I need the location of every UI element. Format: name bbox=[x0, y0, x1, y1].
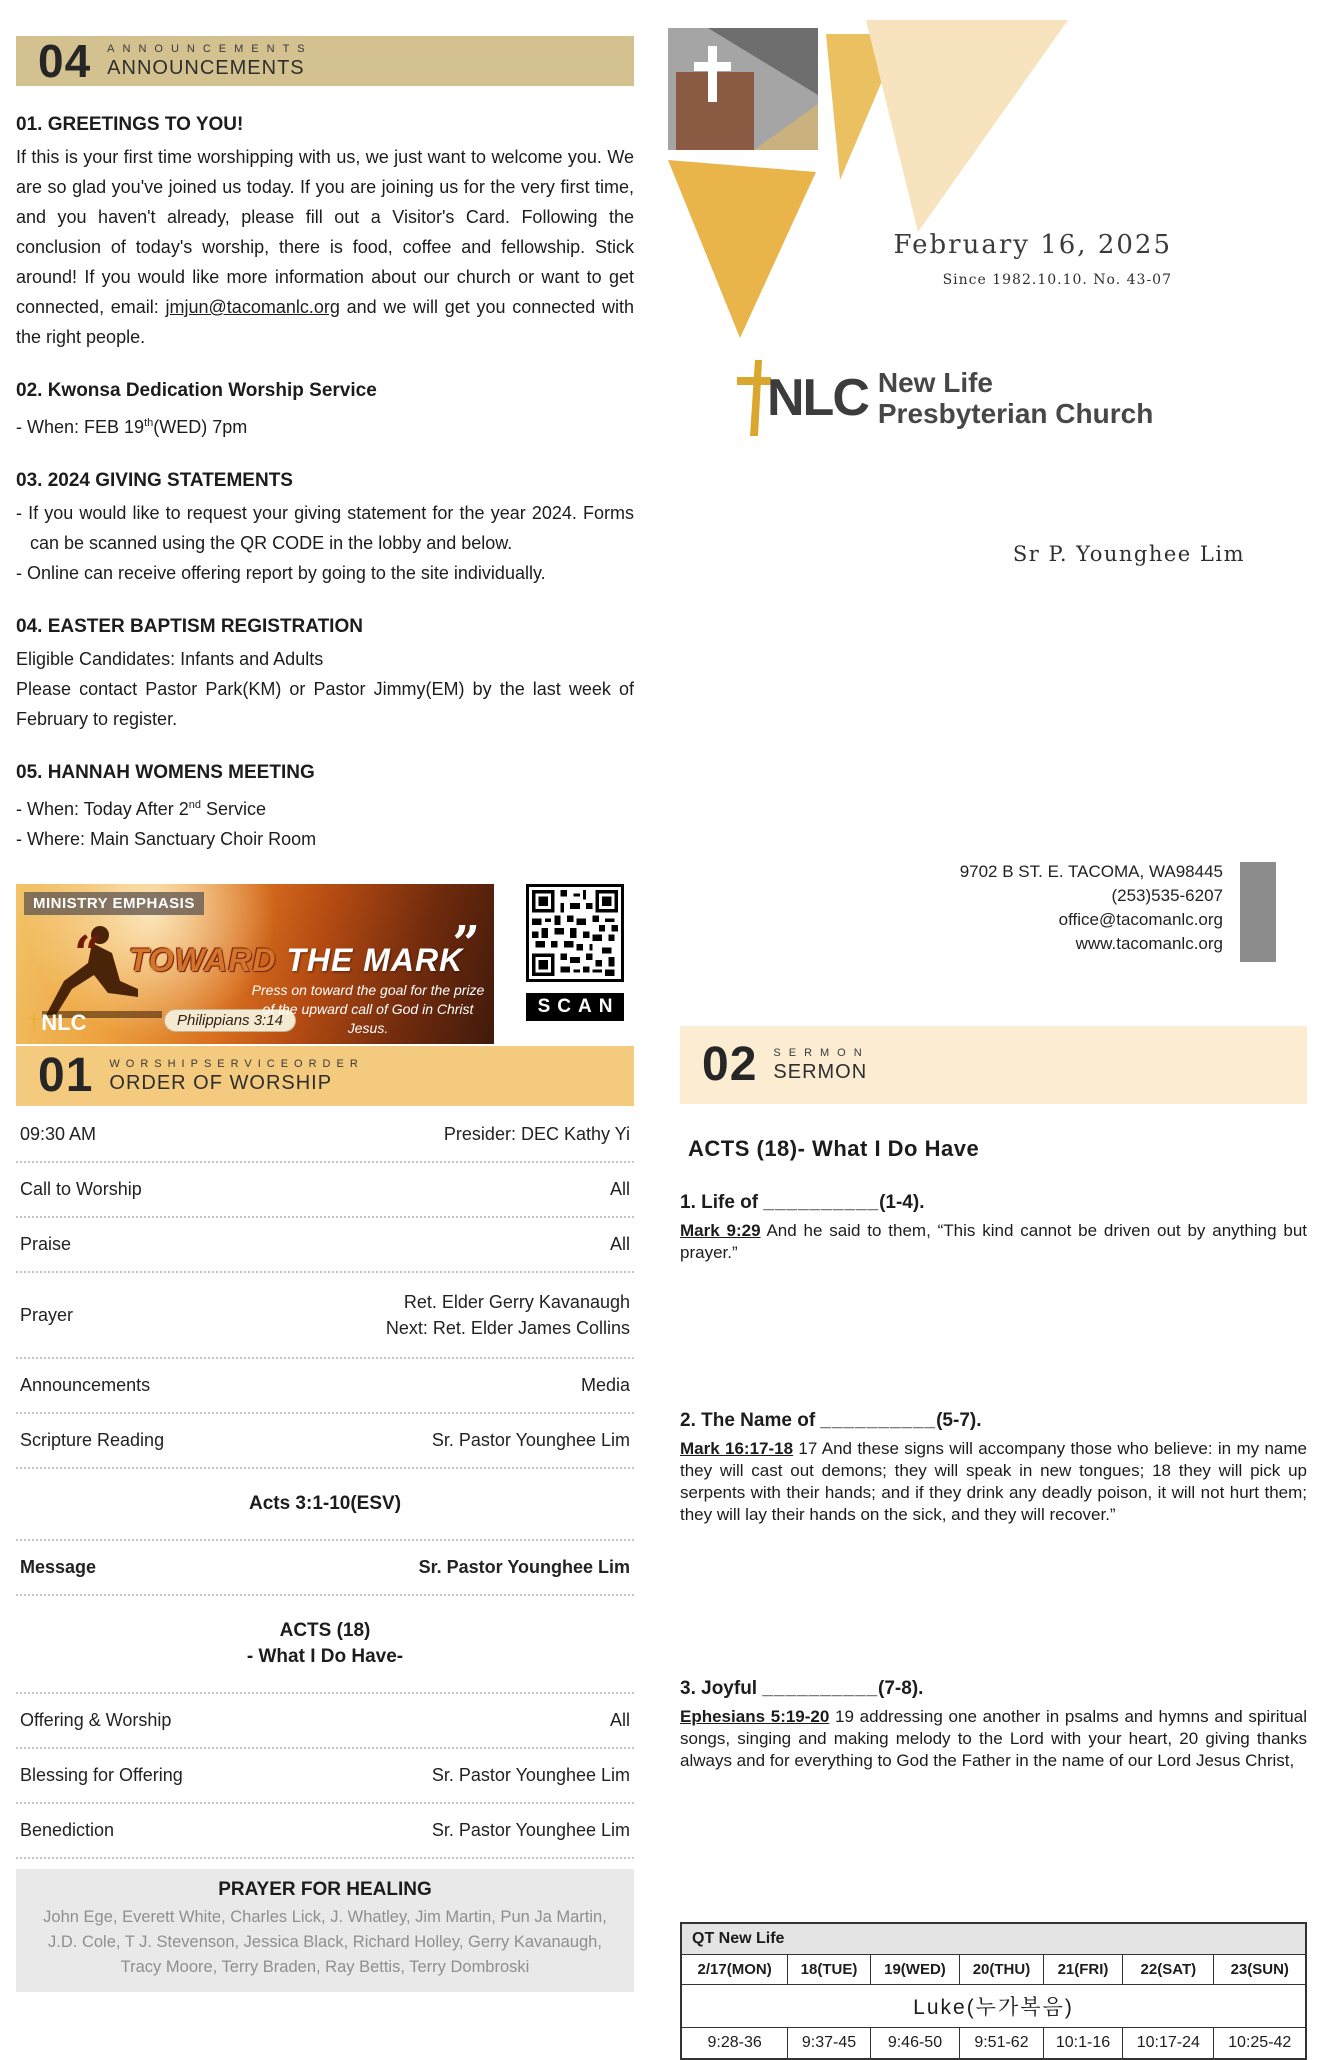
scripture-reference: Mark 9:29 bbox=[680, 1221, 761, 1240]
ministry-emphasis-label: MINISTRY EMPHASIS bbox=[24, 892, 204, 915]
church-name: New Life Presbyterian Church bbox=[877, 367, 1154, 429]
worship-row-call: Call to Worship All bbox=[16, 1163, 634, 1218]
announcement-1-text-after: and we will get you connected with the right people. bbox=[16, 297, 634, 347]
order-of-worship-section bbox=[16, 1046, 634, 1992]
sermon-point-1: 1. Life of __________(1-4). Mark 9:29 And he said to them, “This kind cannot be driven out by anything but prayer.” bbox=[680, 1192, 1307, 1262]
qt-days-row: 2/17(MON) 18(TUE) 19(WED) 20(THU) 21(FRI) 22(SAT) 23(SUN) bbox=[681, 1955, 1306, 1985]
qt-reading-table bbox=[680, 1922, 1307, 2060]
scripture-reference: Mark 16:17-18 bbox=[680, 1439, 794, 1458]
worship-header bbox=[16, 1046, 634, 1106]
qt-table-title: QT New Life bbox=[681, 1923, 1306, 1955]
gray-accent-bar bbox=[1240, 862, 1276, 962]
bulletin-date: February 16, 2025 bbox=[893, 230, 1172, 260]
worship-row-sermon-title: ACTS (18) - What I Do Have- bbox=[16, 1596, 634, 1694]
contact-email-link[interactable]: jmjun@tacomanlc.org bbox=[165, 297, 340, 317]
announcement-1-body bbox=[16, 142, 634, 352]
banner-title: TOWARD THE MARK bbox=[128, 942, 464, 978]
section-title: SERMON bbox=[773, 1061, 868, 1083]
announcement-1-heading: 01. GREETINGS TO YOU! bbox=[16, 114, 244, 135]
church-photo-collage bbox=[668, 20, 1068, 350]
bulletin-since-number: Since 1982.10.10. No. 43-07 bbox=[942, 272, 1172, 288]
fill-in-blank: __________ bbox=[763, 1192, 880, 1213]
sermon-title-text: ACTS (18)- What I Do Have bbox=[688, 1136, 980, 1161]
sermon-section bbox=[680, 1026, 1307, 2051]
banner-quote: Press on toward the goal for the prize of the upward call of God in Christ Jesus. bbox=[251, 982, 485, 1036]
qt-readings-row: 9:28-36 9:37-45 9:46-50 9:51-62 10:1-16 10:17-24 10:25-42 bbox=[681, 2028, 1306, 2060]
announcement-2-when: - When: FEB 19th(WED) 7pm bbox=[16, 417, 248, 437]
ordinal-suffix: th bbox=[144, 417, 154, 429]
worship-row-benediction: Benediction Sr. Pastor Younghee Lim bbox=[16, 1804, 634, 1859]
announcements-section bbox=[16, 36, 634, 1044]
section-title: ORDER OF WORSHIP bbox=[109, 1072, 333, 1094]
worship-row-praise: Praise All bbox=[16, 1218, 634, 1273]
worship-row-scripture: Scripture Reading Sr. Pastor Younghee Lim bbox=[16, 1414, 634, 1469]
section-number: 04 bbox=[38, 35, 92, 87]
worship-row-message: Message Sr. Pastor Younghee Lim bbox=[16, 1541, 634, 1596]
church-logo bbox=[735, 360, 1153, 436]
scripture-reference: Ephesians 5:19-20 bbox=[680, 1707, 830, 1726]
announcement-4-line1: Eligible Candidates: Infants and Adults bbox=[16, 649, 324, 669]
announcements-header bbox=[16, 36, 634, 86]
prayer-for-healing-title: PRAYER FOR HEALING bbox=[218, 1879, 432, 1900]
sermon-point-3: 3. Joyful __________(7-8). Ephesians 5:19-20 19 addressing one another in psalms and hymns and spiritual songs, singing and making melody to the Lord with your heart, 20 giving thanks always and for everything to God the Father in the name of our Lord Jesus Christ, bbox=[680, 1678, 1307, 1770]
announcement-5-when: - When: Today After 2nd Service bbox=[16, 799, 267, 819]
qr-code[interactable] bbox=[526, 884, 624, 982]
close-quote-mark: ” bbox=[452, 916, 480, 972]
section-title: ANNOUNCEMENTS bbox=[107, 57, 305, 79]
announcement-1-text: If this is your first time worshipping with us, we just want to welcome you. We are so glad you've joined us today. If you are joining us for the very first time, and you haven't already, please fill out a Visitor's Card. Following the conclusion of today's worship, there is food, coffee and fellowship. Stick around! If you would like more information about our church or want to get connected, email: bbox=[16, 147, 634, 317]
website-link[interactable]: www.tacomanlc.org bbox=[1075, 934, 1223, 953]
section-kicker: ANNOUNCEMENTS bbox=[107, 43, 313, 55]
sermon-header bbox=[680, 1026, 1307, 1104]
qt-book-name: Luke(누가복음) bbox=[681, 1985, 1306, 2028]
fill-in-blank: __________ bbox=[820, 1410, 937, 1431]
section-kicker: WORSHIPSERVICEORDER bbox=[109, 1058, 364, 1070]
church-contact-block bbox=[960, 860, 1223, 956]
announcement-3-line1: - If you would like to request your giving statement for the year 2024. Forms can be scanned using the QR CODE in the lobby and below. bbox=[16, 503, 634, 553]
church-address: 9702 B ST. E. TACOMA, WA98445 bbox=[959, 862, 1223, 881]
worship-order-list bbox=[16, 1108, 634, 1859]
scan-label: SCAN bbox=[526, 993, 624, 1021]
worship-row-offering: Offering & Worship All bbox=[16, 1694, 634, 1749]
announcement-5-heading: 05. HANNAH WOMENS MEETING bbox=[16, 762, 315, 783]
office-email-link[interactable]: office@tacomanlc.org bbox=[1058, 910, 1223, 929]
church-phone: (253)535-6207 bbox=[1111, 886, 1223, 905]
senior-pastor-name: Sr P. Younghee Lim bbox=[1012, 542, 1245, 566]
worship-row-blessing: Blessing for Offering Sr. Pastor Younghee Lim bbox=[16, 1749, 634, 1804]
announcement-3-heading: 03. 2024 GIVING STATEMENTS bbox=[16, 470, 293, 491]
ordinal-suffix: nd bbox=[188, 799, 202, 811]
prayer-for-healing-box bbox=[16, 1869, 634, 1992]
logo-acronym: NLC bbox=[767, 369, 868, 427]
announcement-4-line2: Please contact Pastor Park(KM) or Pastor Jimmy(EM) by the last week of February to register. bbox=[16, 679, 634, 729]
section-number: 01 bbox=[38, 1049, 94, 1102]
announcement-3-line2: - Online can receive offering report by going to the site individually. bbox=[16, 563, 546, 583]
worship-row-announcements: Announcements Media bbox=[16, 1359, 634, 1414]
announcement-2-heading: 02. Kwonsa Dedication Worship Service bbox=[16, 380, 377, 401]
worship-row-scripture-ref: Acts 3:1-10(ESV) bbox=[16, 1469, 634, 1541]
cross-icon: † bbox=[28, 1010, 41, 1035]
sermon-point-2: 2. The Name of __________(5-7). Mark 16:17-18 17 And these signs will accompany those who believe: in my name they will cast out demons; they will speak in new tongues; 18 they will pick up serpents with their hands; and if they drink any deadly poison, it will not hurt them; they will lay their hands on the sick, and they will recover.” bbox=[680, 1410, 1307, 1524]
announcement-5-where: - Where: Main Sanctuary Choir Room bbox=[16, 829, 317, 849]
open-quote-mark: “ bbox=[74, 926, 102, 982]
section-number: 02 bbox=[702, 1038, 758, 1091]
verse-reference-pill: Philippians 3:14 bbox=[164, 1009, 296, 1032]
section-kicker: SERMON bbox=[773, 1047, 870, 1059]
prayer-for-healing-names: John Ege, Everett White, Charles Lick, J. Whatley, Jim Martin, Pun Ja Martin, J.D. Cole, T J. Stevenson, Jessica Black, Richard Holley, Gerry Kavanaugh, Tracy Moore, Terry Braden, Ray Bettis, Terry Dombroski bbox=[43, 1908, 607, 1976]
fill-in-blank: __________ bbox=[762, 1678, 879, 1699]
worship-row-prayer: Prayer Ret. Elder Gerry Kavanaugh Next: Ret. Elder James Collins bbox=[16, 1273, 634, 1359]
banner-nlc-logo: †NLC bbox=[28, 1010, 87, 1035]
masthead-section bbox=[680, 0, 1320, 1010]
announcement-4-heading: 04. EASTER BAPTISM REGISTRATION bbox=[16, 616, 363, 637]
ministry-emphasis-banner bbox=[16, 884, 494, 1044]
worship-row-time: 09:30 AM Presider: DEC Kathy Yi bbox=[16, 1108, 634, 1163]
